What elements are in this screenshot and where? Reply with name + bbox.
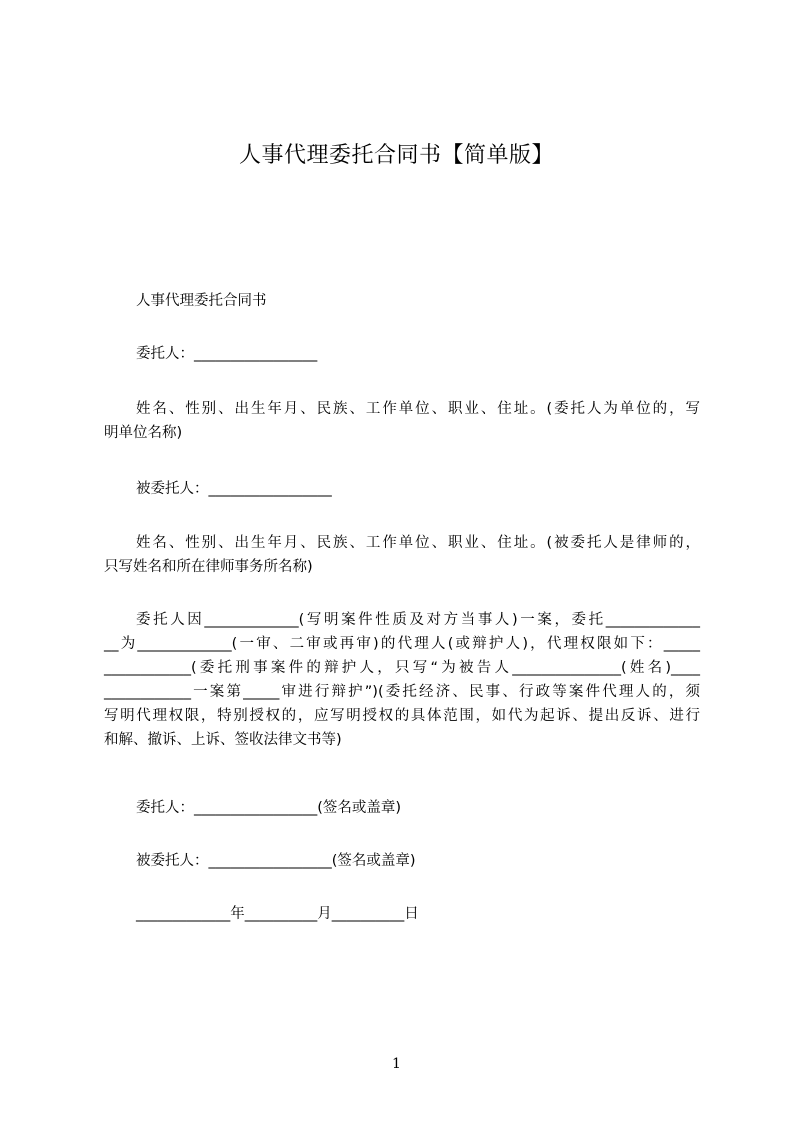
date-line: _____________年__________月__________日 bbox=[136, 906, 419, 922]
delegation-clause-line: 和解、撤诉、上诉、签收法律文书等) bbox=[104, 732, 342, 748]
delegation-clause-line: 委托人因_____________(写明案件性质及对方当事人)一案，委托_____________ bbox=[136, 612, 700, 628]
agent-field: 被委托人：_________________ bbox=[136, 481, 332, 497]
page-number: 1 bbox=[392, 1056, 401, 1072]
principal-instructions-line: 姓名、性别、出生年月、民族、工作单位、职业、住址。(委托人为单位的，写 bbox=[136, 401, 700, 417]
delegation-clause-line: ____________(委托刑事案件的辩护人，只写“为被告人_______________(姓名)____ bbox=[104, 660, 700, 676]
delegation-clause-line: __为_____________(一审、二审或再审)的代理人(或辩护人)，代理权限如下：_____ bbox=[104, 636, 700, 652]
principal-field: 委托人：_________________ bbox=[136, 346, 318, 362]
document-title: 人事代理委托合同书【简单版】 bbox=[238, 143, 554, 168]
delegation-clause-line: ____________一案第_____审进行辩护”)(委托经济、民事、行政等案件代理人的，须 bbox=[104, 684, 700, 700]
agent-instructions-line: 只写姓名和所在律师事务所名称) bbox=[104, 559, 313, 575]
contract-heading: 人事代理委托合同书 bbox=[136, 293, 267, 309]
delegation-clause bbox=[104, 608, 700, 752]
principal-signature-line: 委托人：_________________(签名或盖章) bbox=[136, 800, 402, 816]
principal-instructions bbox=[104, 397, 700, 445]
agent-instructions bbox=[104, 531, 700, 579]
agent-instructions-line: 姓名、性别、出生年月、民族、工作单位、职业、住址。(被委托人是律师的， bbox=[136, 535, 700, 551]
delegation-clause-line: 写明代理权限，特别授权的，应写明授权的具体范围，如代为起诉、提出反诉、进行 bbox=[104, 708, 700, 724]
agent-signature-line: 被委托人：_________________(签名或盖章) bbox=[136, 853, 416, 869]
principal-instructions-line: 明单位名称) bbox=[104, 425, 183, 441]
